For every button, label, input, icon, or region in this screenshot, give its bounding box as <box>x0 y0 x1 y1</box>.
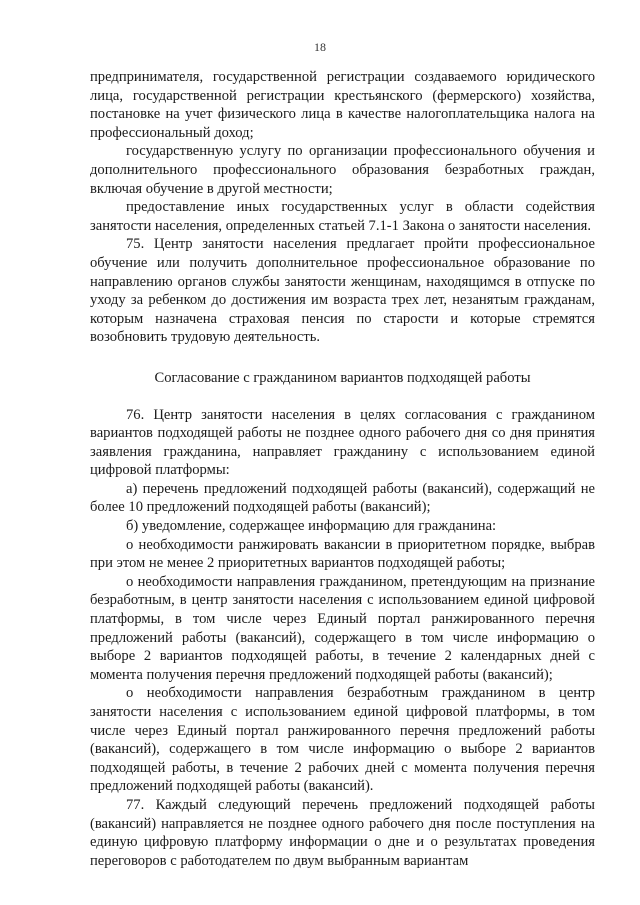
paragraph-vocational-training-service: государственную услугу по организации профессионального обучения и дополнительного профессионального образования безработных граждан, включая обучение в другой местности; <box>90 143 595 197</box>
document-body <box>90 68 595 870</box>
list-item-a: а) перечень предложений подходящей работы (вакансий), содержащий не более 10 предложений подходящей работы (вакансий); <box>90 480 595 516</box>
paragraph-continuation: предпринимателя, государственной регистрации создаваемого юридического лица, государственной регистрации крестьянского (фермерского) хозяйства, постановке на учет физического лица в качестве налогоплательщика налога на профессиональный доход; <box>90 69 595 141</box>
page-number: 18 <box>314 40 326 54</box>
list-item-b: б) уведомление, содержащее информацию для гражданина: <box>126 518 497 535</box>
paragraph-clause-75: 75. Центр занятости населения предлагает пройти профессиональное обучение или получить дополнительное профессиональное образование по направлению органов службы занятости женщинам, находящимся в отпуске по уходу за ребенком до достижения им возраста трех лет, незанятым гражданам, которым назначена страховая пенсия по старости и которые стремятся возобновить трудовую деятельность. <box>90 236 595 346</box>
sub-item-applicant: о необходимости направления гражданином, претендующим на признание безработным, в центр занятости населения с использованием единой цифровой платформы, в том числе через Единый портал ранжированного перечня предложений работы (вакансий), содержащего в том числе информацию о выборе 2 вариантов подходящей работы, в течение 2 календарных дней с момента получения перечня предложений подходящей работы (вакансий); <box>90 573 595 683</box>
paragraph-clause-76: 76. Центр занятости населения в целях согласования с гражданином вариантов подходящей работы не позднее одного рабочего дня со дня принятия заявления гражданина, направляет гражданину с использованием единой цифровой платформы: <box>90 406 595 479</box>
sub-item-ranking: о необходимости ранжировать вакансии в приоритетном порядке, выбрав при этом не менее 2 приоритетных вариантов подходящей работы; <box>90 536 595 572</box>
paragraph-clause-77: 77. Каждый следующий перечень предложений подходящей работы (вакансий) направляется не позднее одного рабочего дня после поступления на единую цифровую платформу информации о дне и о результатах проведения переговоров с работодателем по двум выбранным вариантам <box>90 796 595 869</box>
paragraph-other-services: предоставление иных государственных услуг в области содействия занятости населения, определенных статьей 7.1-1 Закона о занятости населения. <box>90 199 595 234</box>
section-heading: Согласование с гражданином вариантов подходящей работы <box>154 369 531 386</box>
sub-item-unemployed: о необходимости направления безработным гражданином в центр занятости населения с использованием единой цифровой платформы, в том числе через Единый портал ранжированного перечня предложений работы (вакансий), содержащего в том числе информацию о выборе 2 вариантов подходящей работы, в течение 2 рабочих дней с момента получения перечня предложений подходящей работы (вакансий). <box>90 685 595 795</box>
